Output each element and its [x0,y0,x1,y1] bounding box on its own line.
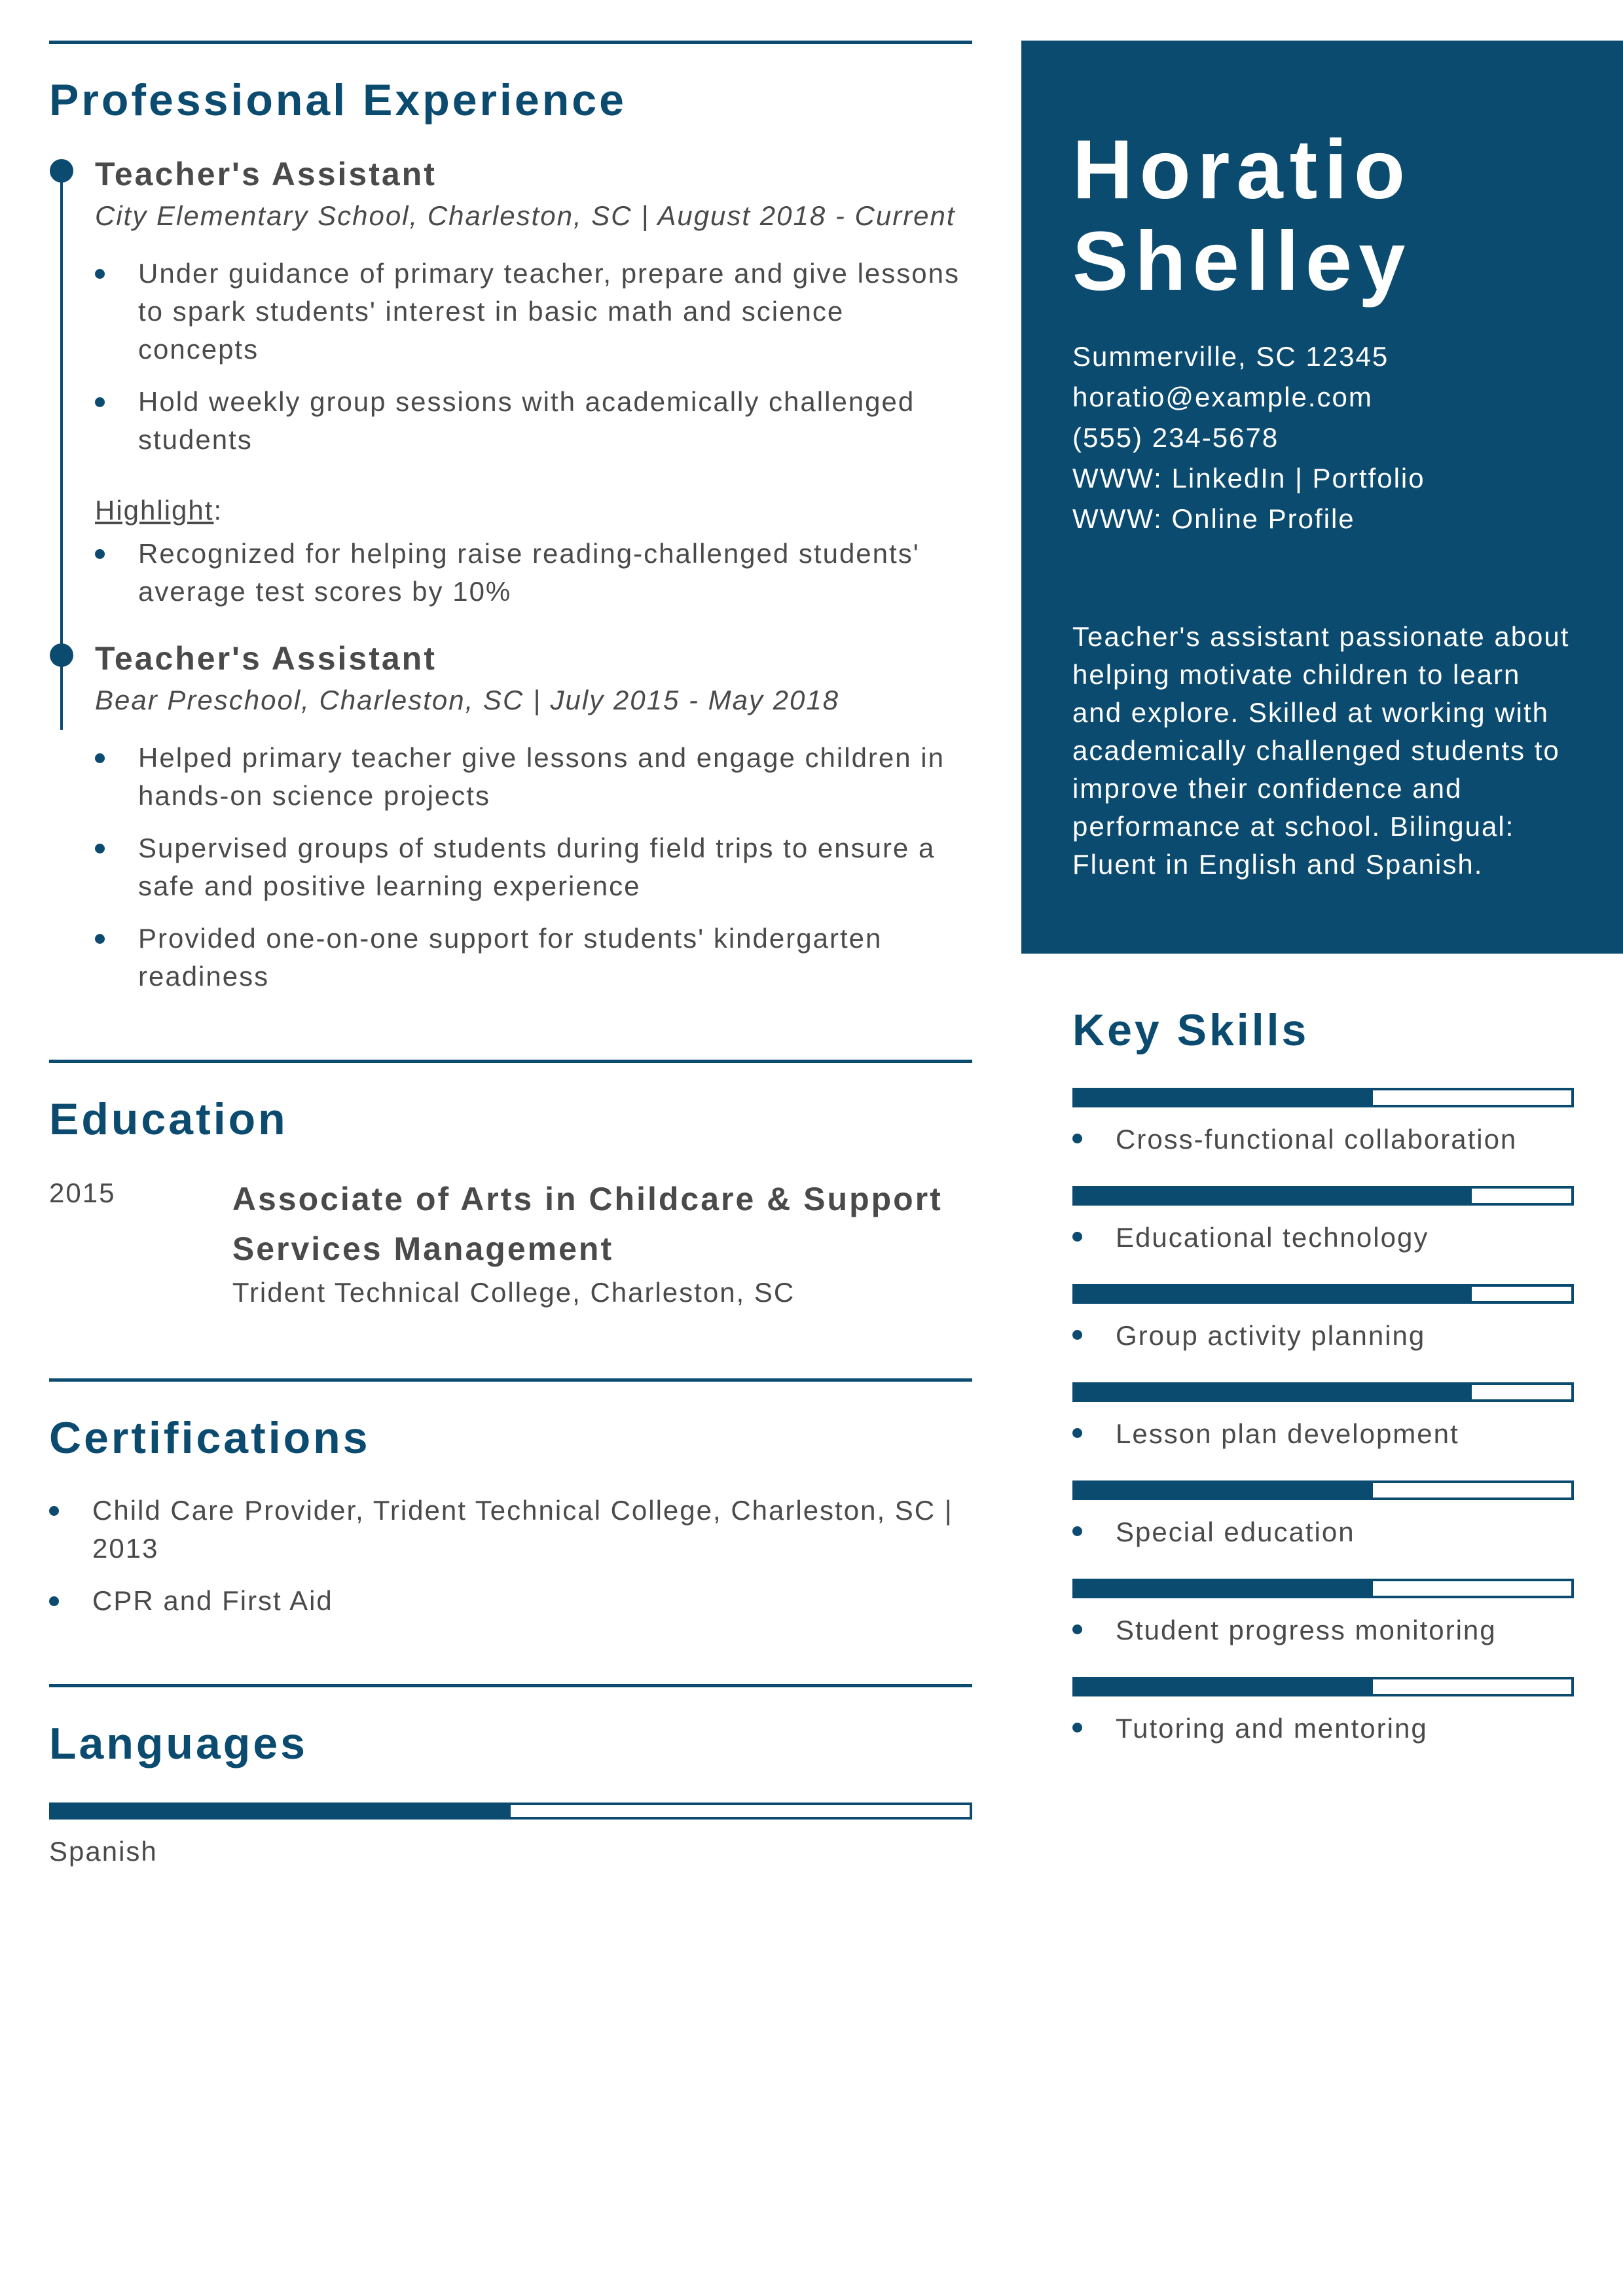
skill-level-fill [1075,1189,1472,1203]
bullet-icon [1072,1723,1082,1732]
bullet-icon [1072,1330,1082,1340]
job-meta: Bear Preschool, Charleston, SC | July 2015 - May 2018 [95,685,840,715]
skill-level-fill [1075,1483,1373,1498]
professional-summary: Teacher's assistant passionate about helping motivate children to learn and explore. Skilled at working with academically challenged students to improve their confidence and performance at school. Bilingual: Fluent in English and Spanish. [1072,621,1570,880]
name-first: Horatio [1072,123,1412,217]
bullet-icon [1072,1134,1082,1143]
job-meta: City Elementary School, Charleston, SC | August 2018 - Current [95,200,956,231]
skill-item [1072,1579,1574,1649]
bullet-icon [49,1596,59,1606]
bullet-icon [1072,1232,1082,1242]
timeline-dot [50,643,73,667]
job-title: Teacher's Assistant [95,156,437,192]
education-section [49,1060,972,1312]
languages-heading: Languages [49,1719,308,1768]
skills-list [1072,1088,1574,1748]
job-entry [49,639,972,996]
skill-level-bar [1072,1579,1574,1598]
candidate-name [1072,124,1623,308]
contact-phone: (555) 234-5678 [1072,422,1279,453]
header-panel [1021,41,1623,954]
skill-item [1072,1480,1574,1551]
skill-name: Lesson plan development [1072,1415,1574,1453]
experience-section [49,41,972,996]
section-divider [49,1378,972,1382]
experience-heading: Professional Experience [49,75,627,125]
highlight-bullets [95,535,972,611]
job-title: Teacher's Assistant [95,640,437,677]
bullet-icon [95,934,105,944]
job-bullet: Under guidance of primary teacher, prepare and give lessons to spark students' interest in basic math and science concepts [95,255,972,368]
contact-www-profile[interactable]: WWW: Online Profile [1072,503,1355,534]
job-bullets [95,739,972,996]
section-divider [49,1684,972,1687]
language-name: Spanish [49,1836,158,1867]
job-entry [49,155,972,611]
contact-email[interactable]: horatio@example.com [1072,382,1373,412]
education-details [232,1174,972,1312]
certification-item: Child Care Provider, Trident Technical College, Charleston, SC | 2013 [49,1492,972,1568]
highlight-label: Highlight: [95,495,223,526]
skill-level-fill [1075,1385,1472,1399]
language-level-bar [49,1803,972,1820]
bullet-icon [95,397,105,407]
skill-item [1072,1088,1574,1158]
education-year: 2015 [49,1177,116,1208]
job-bullet: Provided one-on-one support for students' kindergarten readiness [95,920,972,996]
education-entry [49,1174,972,1312]
section-divider [49,1060,972,1063]
skill-name: Group activity planning [1072,1317,1574,1355]
skill-level-bar [1072,1480,1574,1500]
skill-level-fill [1075,1287,1472,1301]
certifications-heading: Certifications [49,1413,371,1463]
main-column [49,41,972,1871]
job-bullet: Helped primary teacher give lessons and engage children in hands-on science projects [95,739,972,815]
bullet-icon [1072,1624,1082,1634]
timeline-dot [50,159,73,183]
certifications-section [49,1378,972,1620]
skill-item [1072,1677,1574,1748]
bullet-icon [95,269,105,279]
skill-level-bar [1072,1677,1574,1696]
skill-item [1072,1284,1574,1355]
skill-name: Special education [1072,1513,1574,1551]
skill-level-bar [1072,1284,1574,1304]
education-school: Trident Technical College, Charleston, SC [232,1277,795,1308]
section-divider [49,41,972,44]
job-bullets [95,255,972,459]
skill-level-fill [1075,1679,1373,1694]
skill-level-fill [1075,1581,1373,1596]
bullet-icon [95,549,105,559]
bullet-icon [95,844,105,853]
skill-level-fill [1075,1090,1373,1105]
bullet-icon [49,1506,59,1516]
highlight-bullet: Recognized for helping raise reading-challenged students' average test scores by 10% [95,535,972,611]
skill-item [1072,1186,1574,1257]
skill-item [1072,1382,1574,1453]
contact-www-links[interactable]: WWW: LinkedIn | Portfolio [1072,463,1425,493]
education-heading: Education [49,1094,288,1144]
certifications-list [49,1492,972,1620]
contact-location: Summerville, SC 12345 [1072,341,1389,372]
skills-heading: Key Skills [1072,1005,1309,1055]
experience-timeline [49,155,972,996]
skills-section [1072,1005,1574,1748]
skill-name: Educational technology [1072,1219,1574,1257]
job-bullet: Supervised groups of students during field trips to ensure a safe and positive learning experience [95,829,972,905]
skill-name: Tutoring and mentoring [1072,1710,1574,1748]
contact-info [1072,336,1623,539]
bullet-icon [1072,1526,1082,1536]
language-level-fill [52,1805,511,1817]
education-degree: Associate of Arts in Childcare & Support Services Management [232,1181,943,1267]
skill-name: Cross-functional collaboration [1072,1121,1574,1158]
job-bullet: Hold weekly group sessions with academically challenged students [95,383,972,459]
bullet-icon [95,753,105,763]
certification-item: CPR and First Aid [49,1582,972,1620]
skill-level-bar [1072,1088,1574,1107]
name-last: Shelley [1072,215,1412,308]
skill-name: Student progress monitoring [1072,1611,1574,1649]
languages-section [49,1684,972,1871]
skill-level-bar [1072,1382,1574,1402]
skill-level-bar [1072,1186,1574,1206]
bullet-icon [1072,1428,1082,1438]
